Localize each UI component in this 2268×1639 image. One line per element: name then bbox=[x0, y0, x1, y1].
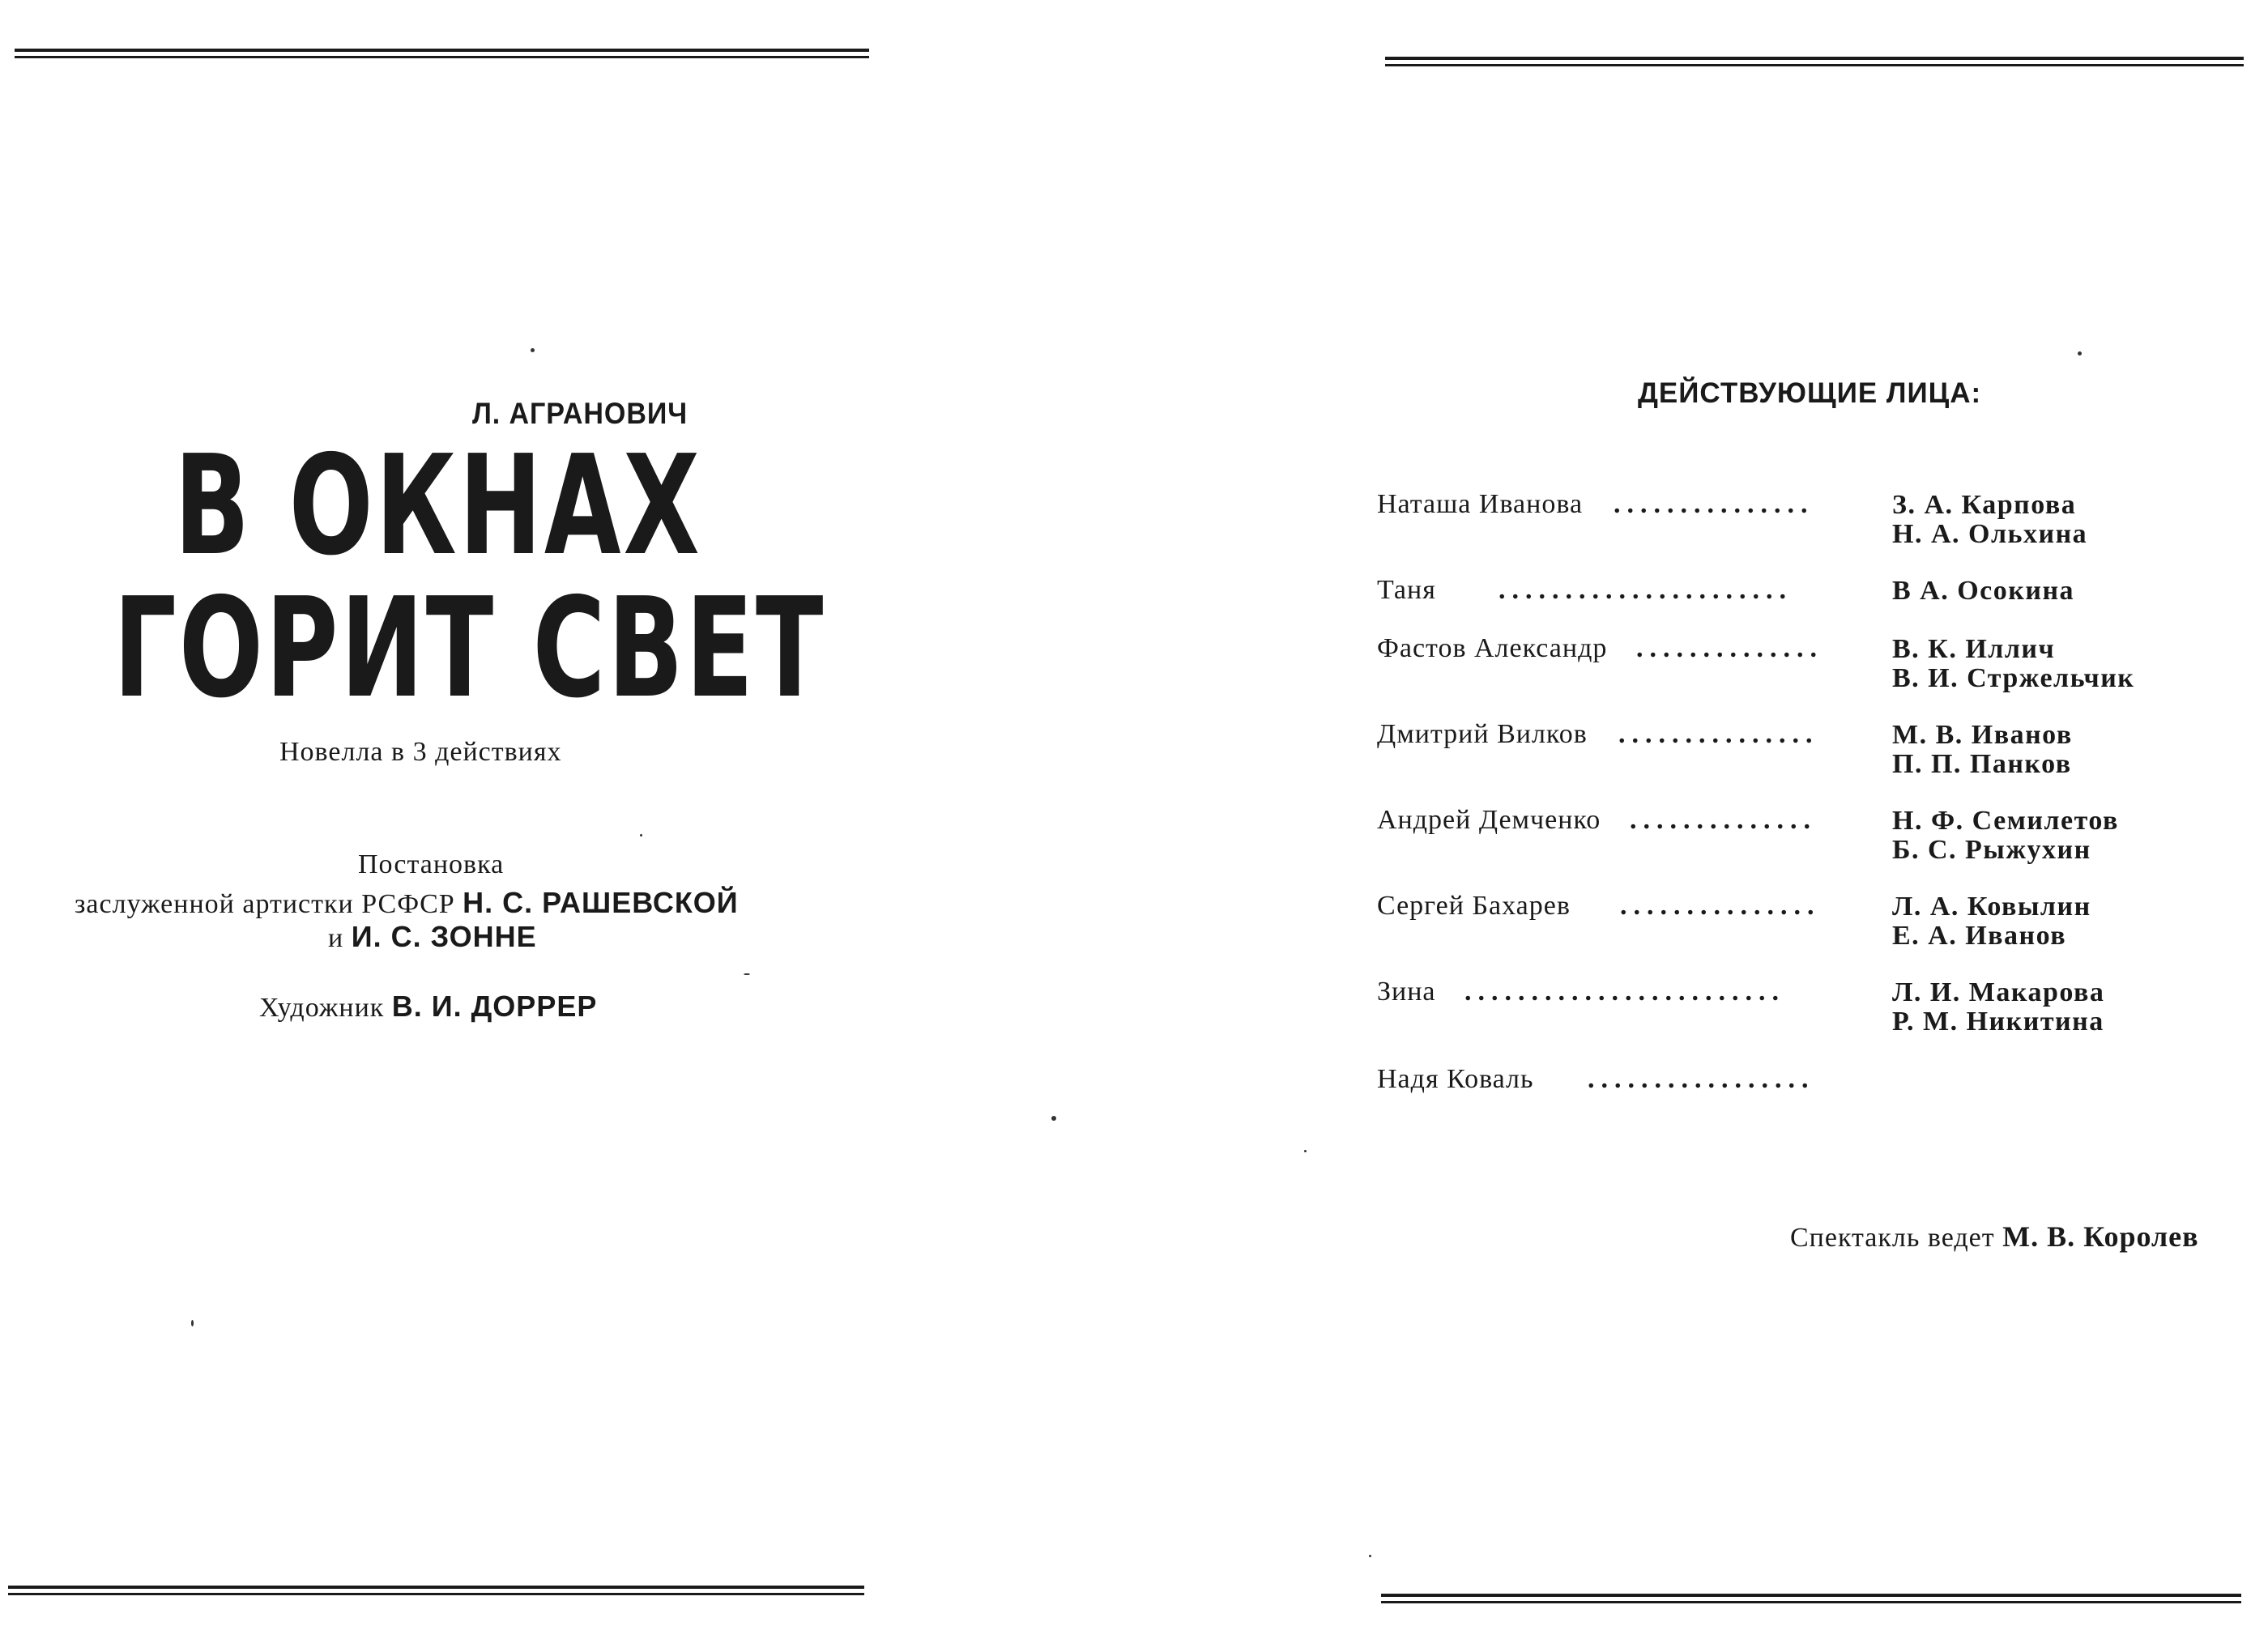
dot-leader: ...................... bbox=[1498, 575, 1793, 605]
cast-actors bbox=[1892, 635, 2134, 693]
dot-leader: ................. bbox=[1588, 1064, 1815, 1094]
play-title-line-2: ГОРИТ СВЕТ bbox=[113, 568, 826, 729]
print-speck bbox=[531, 348, 535, 352]
cast-actors bbox=[1892, 978, 2104, 1037]
cast-role: Наташа Иванова bbox=[1377, 489, 1584, 519]
actor-name: В А. Осокина bbox=[1892, 576, 2075, 606]
staging-prefix: заслуженной артистки РСФСР bbox=[75, 889, 455, 919]
actor-name: Л. И. Макарова bbox=[1892, 977, 2105, 1007]
cast-role: Надя Коваль bbox=[1377, 1064, 1534, 1094]
bottom-double-rule-left bbox=[8, 1586, 864, 1597]
director-2: И. С. ЗОННЕ bbox=[351, 920, 537, 953]
print-speck bbox=[744, 973, 750, 975]
cast-role: Дмитрий Вилков bbox=[1377, 719, 1588, 749]
cast-actors bbox=[1892, 491, 2087, 549]
staging-and: и bbox=[328, 923, 344, 953]
director-1: Н. С. РАШЕВСКОЙ bbox=[463, 886, 739, 919]
actor-name: М. В. Иванов bbox=[1892, 720, 2073, 750]
dot-leader: ............... bbox=[1618, 719, 1819, 749]
dot-leader: ............... bbox=[1620, 891, 1821, 921]
actor-name: Н. А. Ольхина bbox=[1892, 519, 2088, 549]
actor-name: Н. Ф. Семилетов bbox=[1892, 806, 2119, 836]
stage-manager-credit bbox=[1790, 1220, 2199, 1254]
staging-credit-line bbox=[75, 886, 739, 920]
dot-leader: ........................ bbox=[1464, 977, 1785, 1007]
actor-name: Р. М. Никитина bbox=[1892, 1007, 2104, 1037]
cast-actors bbox=[1892, 721, 2073, 779]
dot-leader: ............... bbox=[1614, 489, 1814, 519]
dot-leader: .............. bbox=[1636, 633, 1823, 663]
actor-name: В. К. Иллич bbox=[1892, 634, 2056, 664]
print-speck bbox=[1304, 1150, 1307, 1152]
print-speck bbox=[1369, 1555, 1371, 1557]
cast-role: Сергей Бахарев bbox=[1377, 891, 1571, 921]
cast-actors bbox=[1892, 577, 2074, 606]
author-name: Л. АГРАНОВИЧ bbox=[472, 397, 688, 430]
actor-name: Л. А. Ковылин bbox=[1892, 892, 2091, 922]
play-title-line-1: В ОКНАХ bbox=[174, 426, 702, 586]
stage-manager-name: М. В. Королев bbox=[2002, 1220, 2199, 1253]
artist-credit bbox=[259, 990, 597, 1024]
artist-label: Художник bbox=[259, 993, 385, 1023]
cast-role: Андрей Демченко bbox=[1377, 805, 1601, 835]
actor-name: Б. С. Рыжухин bbox=[1892, 835, 2091, 865]
cast-role: Таня bbox=[1377, 575, 1436, 605]
cast-actors bbox=[1892, 807, 2119, 865]
actor-name: В. И. Стржельчик bbox=[1892, 663, 2135, 693]
stage-manager-label: Спектакль ведет bbox=[1790, 1223, 1995, 1253]
print-speck bbox=[640, 834, 642, 837]
top-double-rule-right bbox=[1385, 57, 2244, 68]
actor-name: П. П. Панков bbox=[1892, 749, 2072, 779]
top-double-rule-left bbox=[15, 49, 869, 60]
staging-label: Постановка bbox=[358, 849, 505, 879]
cast-role: Фастов Александр bbox=[1377, 633, 1608, 663]
staging-credit-line-2 bbox=[328, 920, 537, 954]
artist-name: В. И. ДОРРЕР bbox=[391, 990, 598, 1023]
play-genre: Новелла в 3 действиях bbox=[279, 737, 562, 767]
bottom-double-rule-right bbox=[1381, 1594, 2241, 1605]
actor-name: Е. А. Иванов bbox=[1892, 921, 2067, 951]
print-speck bbox=[191, 1320, 194, 1326]
cast-heading: ДЕЙСТВУЮЩИЕ ЛИЦА: bbox=[1638, 377, 1982, 409]
print-speck bbox=[1051, 1116, 1056, 1121]
dot-leader: .............. bbox=[1630, 805, 1817, 835]
cast-actors bbox=[1892, 892, 2091, 951]
print-speck bbox=[2078, 351, 2082, 355]
actor-name: З. А. Карпова bbox=[1892, 490, 2077, 520]
cast-role: Зина bbox=[1377, 977, 1436, 1007]
